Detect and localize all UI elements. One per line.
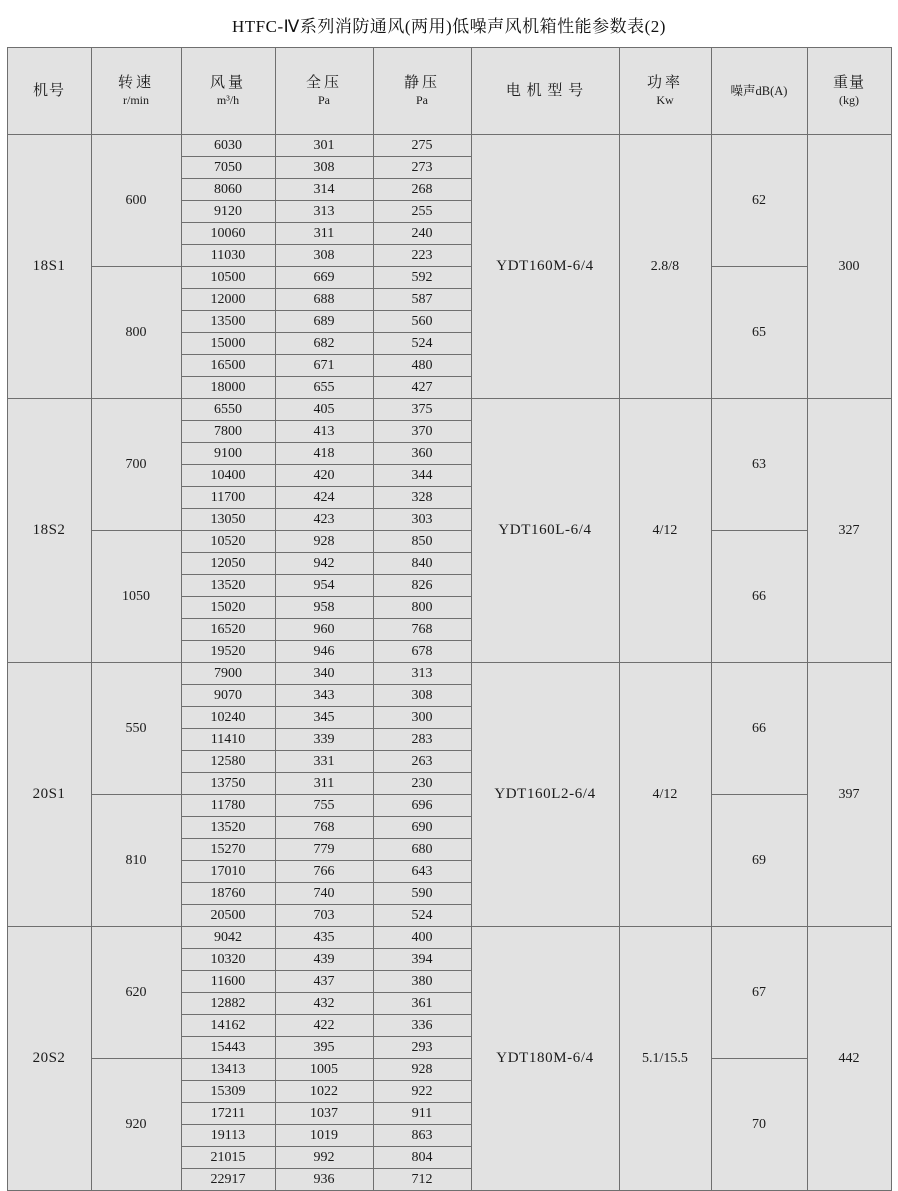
cell-flow: 11410 [181,729,275,751]
cell-flow: 22917 [181,1169,275,1191]
cell-static: 313 [373,663,471,685]
cell-flow: 10320 [181,949,275,971]
cell-noise: 63 [711,399,807,531]
cell-total: 405 [275,399,373,421]
cell-weight: 327 [807,399,891,663]
cell-static: 293 [373,1037,471,1059]
cell-speed: 1050 [91,531,181,663]
cell-total: 1037 [275,1103,373,1125]
cell-noise: 69 [711,795,807,927]
cell-static: 263 [373,751,471,773]
cell-noise: 70 [711,1059,807,1191]
cell-total: 768 [275,817,373,839]
cell-static: 300 [373,707,471,729]
cell-static: 524 [373,333,471,355]
cell-static: 587 [373,289,471,311]
cell-static: 328 [373,487,471,509]
cell-total: 928 [275,531,373,553]
cell-total: 960 [275,619,373,641]
cell-total: 413 [275,421,373,443]
cell-total: 740 [275,883,373,905]
cell-flow: 12882 [181,993,275,1015]
cell-flow: 9070 [181,685,275,707]
header-power-label: 功率 [646,75,683,92]
cell-total: 766 [275,861,373,883]
cell-static: 283 [373,729,471,751]
cell-total: 689 [275,311,373,333]
cell-static: 712 [373,1169,471,1191]
cell-static: 678 [373,641,471,663]
cell-flow: 18760 [181,883,275,905]
header-speed-label: 转速 [117,75,154,92]
header-noise-label: 噪声dB(A) [730,83,788,98]
cell-static: 804 [373,1147,471,1169]
cell-flow: 7900 [181,663,275,685]
cell-flow: 13520 [181,817,275,839]
cell-total: 671 [275,355,373,377]
cell-static: 560 [373,311,471,333]
cell-static: 230 [373,773,471,795]
cell-power: 2.8/8 [619,135,711,399]
cell-total: 339 [275,729,373,751]
cell-total: 308 [275,245,373,267]
cell-flow: 15000 [181,333,275,355]
header-weight [807,48,891,135]
header-total-pressure-label: 全压 [305,75,342,92]
cell-total: 936 [275,1169,373,1191]
cell-static: 380 [373,971,471,993]
cell-flow: 10500 [181,267,275,289]
cell-total: 345 [275,707,373,729]
header-power [619,48,711,135]
cell-total: 308 [275,157,373,179]
cell-flow: 11030 [181,245,275,267]
cell-total: 423 [275,509,373,531]
cell-flow: 11600 [181,971,275,993]
cell-static: 928 [373,1059,471,1081]
cell-static: 394 [373,949,471,971]
header-motor [471,48,619,135]
cell-flow: 20500 [181,905,275,927]
cell-total: 301 [275,135,373,157]
table-row [7,663,891,685]
header-weight-unit: (kg) [839,93,859,108]
cell-flow: 12050 [181,553,275,575]
cell-total: 340 [275,663,373,685]
cell-flow: 7800 [181,421,275,443]
cell-noise: 67 [711,927,807,1059]
cell-total: 418 [275,443,373,465]
header-static-pressure-unit: Pa [416,93,428,108]
cell-weight: 442 [807,927,891,1191]
cell-total: 942 [275,553,373,575]
cell-speed: 920 [91,1059,181,1191]
cell-motor-model: YDT160L2-6/4 [471,663,619,927]
cell-flow: 12000 [181,289,275,311]
cell-motor-model: YDT160L-6/4 [471,399,619,663]
page-title: HTFC-Ⅳ系列消防通风(两用)低噪声风机箱性能参数表(2) [232,17,666,36]
cell-static: 400 [373,927,471,949]
cell-static: 375 [373,399,471,421]
cell-speed: 800 [91,267,181,399]
cell-flow: 9042 [181,927,275,949]
cell-weight: 397 [807,663,891,927]
header-weight-label: 重量 [832,75,865,92]
cell-flow: 15020 [181,597,275,619]
cell-total: 439 [275,949,373,971]
cell-total: 313 [275,201,373,223]
cell-model: 18S1 [7,135,91,399]
cell-total: 669 [275,267,373,289]
header-noise [711,48,807,135]
cell-static: 840 [373,553,471,575]
cell-static: 303 [373,509,471,531]
cell-static: 590 [373,883,471,905]
cell-static: 690 [373,817,471,839]
cell-flow: 9100 [181,443,275,465]
cell-flow: 13520 [181,575,275,597]
cell-model: 20S1 [7,663,91,927]
header-power-unit: Kw [656,93,674,108]
cell-static: 255 [373,201,471,223]
cell-static: 370 [373,421,471,443]
cell-static: 344 [373,465,471,487]
cell-static: 863 [373,1125,471,1147]
cell-flow: 6030 [181,135,275,157]
cell-speed: 810 [91,795,181,927]
header-motor-label: 电 机 型 号 [505,82,585,99]
cell-static: 336 [373,1015,471,1037]
cell-flow: 18000 [181,377,275,399]
table-row [7,927,891,949]
cell-flow: 13050 [181,509,275,531]
cell-static: 480 [373,355,471,377]
cell-speed: 600 [91,135,181,267]
cell-motor-model: YDT160M-6/4 [471,135,619,399]
cell-flow: 15270 [181,839,275,861]
cell-flow: 10400 [181,465,275,487]
header-row [7,48,891,135]
cell-flow: 12580 [181,751,275,773]
cell-static: 680 [373,839,471,861]
cell-flow: 13413 [181,1059,275,1081]
cell-flow: 16500 [181,355,275,377]
cell-static: 696 [373,795,471,817]
cell-static: 223 [373,245,471,267]
cell-flow: 15443 [181,1037,275,1059]
cell-total: 422 [275,1015,373,1037]
cell-static: 427 [373,377,471,399]
header-speed-unit: r/min [123,93,149,108]
cell-flow: 13500 [181,311,275,333]
cell-flow: 8060 [181,179,275,201]
cell-flow: 15309 [181,1081,275,1103]
cell-flow: 21015 [181,1147,275,1169]
cell-total: 314 [275,179,373,201]
cell-flow: 17211 [181,1103,275,1125]
cell-total: 395 [275,1037,373,1059]
header-model-label: 机号 [32,82,65,99]
cell-total: 992 [275,1147,373,1169]
header-static-pressure-label: 静压 [403,75,440,92]
cell-static: 643 [373,861,471,883]
cell-noise: 66 [711,663,807,795]
cell-total: 437 [275,971,373,993]
cell-total: 343 [275,685,373,707]
cell-total: 954 [275,575,373,597]
table-row [7,267,891,289]
cell-flow: 11700 [181,487,275,509]
cell-flow: 6550 [181,399,275,421]
header-speed [91,48,181,135]
table-row [7,399,891,421]
table-body [7,135,891,1191]
header-flow-label: 风量 [209,75,246,92]
cell-static: 268 [373,179,471,201]
cell-flow: 11780 [181,795,275,817]
header-total-pressure [275,48,373,135]
cell-flow: 10060 [181,223,275,245]
cell-static: 922 [373,1081,471,1103]
performance-table [7,47,892,1191]
cell-motor-model: YDT180M-6/4 [471,927,619,1191]
header-flow [181,48,275,135]
cell-model: 18S2 [7,399,91,663]
cell-static: 826 [373,575,471,597]
cell-total: 311 [275,773,373,795]
cell-static: 240 [373,223,471,245]
cell-speed: 620 [91,927,181,1059]
header-total-pressure-unit: Pa [318,93,330,108]
cell-total: 424 [275,487,373,509]
cell-flow: 13750 [181,773,275,795]
table-header [7,48,891,135]
cell-flow: 17010 [181,861,275,883]
cell-weight: 300 [807,135,891,399]
cell-speed: 550 [91,663,181,795]
cell-total: 655 [275,377,373,399]
cell-static: 592 [373,267,471,289]
header-model [7,48,91,135]
cell-static: 361 [373,993,471,1015]
cell-total: 331 [275,751,373,773]
cell-speed: 700 [91,399,181,531]
cell-flow: 7050 [181,157,275,179]
cell-static: 800 [373,597,471,619]
cell-flow: 10240 [181,707,275,729]
cell-total: 432 [275,993,373,1015]
cell-flow: 9120 [181,201,275,223]
cell-flow: 16520 [181,619,275,641]
cell-static: 524 [373,905,471,927]
cell-power: 5.1/15.5 [619,927,711,1191]
header-static-pressure [373,48,471,135]
cell-total: 435 [275,927,373,949]
cell-model: 20S2 [7,927,91,1191]
cell-total: 779 [275,839,373,861]
table-row [7,531,891,553]
cell-total: 958 [275,597,373,619]
header-flow-unit: m³/h [216,93,240,108]
cell-power: 4/12 [619,663,711,927]
cell-total: 420 [275,465,373,487]
cell-flow: 19113 [181,1125,275,1147]
table-row [7,135,891,157]
cell-total: 946 [275,641,373,663]
cell-noise: 66 [711,531,807,663]
cell-total: 703 [275,905,373,927]
cell-total: 1005 [275,1059,373,1081]
cell-total: 682 [275,333,373,355]
cell-static: 275 [373,135,471,157]
cell-flow: 19520 [181,641,275,663]
cell-total: 311 [275,223,373,245]
cell-static: 360 [373,443,471,465]
cell-static: 850 [373,531,471,553]
table-row [7,795,891,817]
cell-total: 755 [275,795,373,817]
cell-total: 1022 [275,1081,373,1103]
cell-flow: 10520 [181,531,275,553]
cell-noise: 62 [711,135,807,267]
cell-power: 4/12 [619,399,711,663]
cell-noise: 65 [711,267,807,399]
cell-static: 273 [373,157,471,179]
cell-static: 768 [373,619,471,641]
cell-flow: 14162 [181,1015,275,1037]
cell-total: 1019 [275,1125,373,1147]
cell-static: 911 [373,1103,471,1125]
cell-static: 308 [373,685,471,707]
table-row [7,1059,891,1081]
cell-total: 688 [275,289,373,311]
